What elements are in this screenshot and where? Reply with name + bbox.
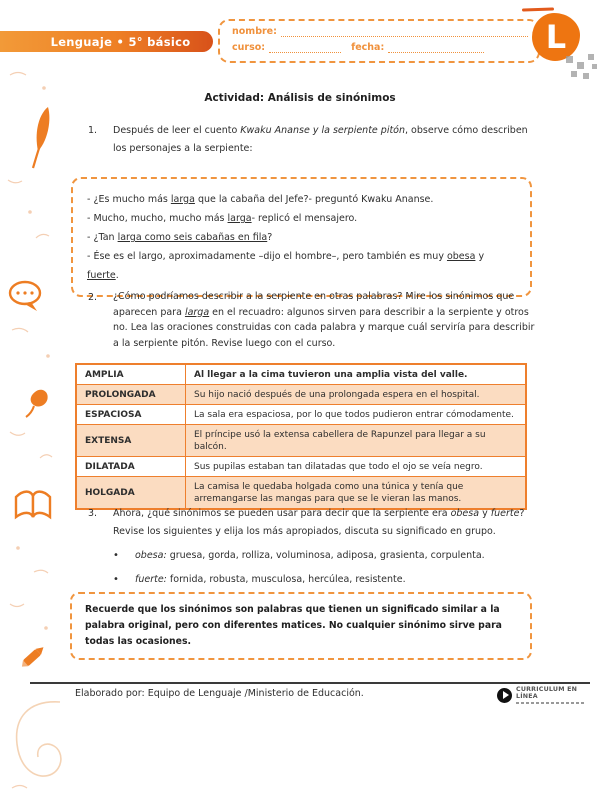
- spiral-doodle: [17, 702, 61, 776]
- course-fill-line: [269, 42, 341, 53]
- checker-decoration: [592, 64, 597, 69]
- student-info-box: [218, 19, 540, 63]
- margin-doodles: [0, 0, 70, 800]
- synonyms-table: [75, 363, 527, 510]
- dialogue-excerpt-box: [71, 177, 532, 297]
- synonym-sentence: Sus pupilas estaban tan dilatadas que todo el ojo se veía negro.: [186, 457, 527, 477]
- synonym-sentence: El príncipe usó la extensa cabellera de Rapunzel para llegar a su balcón.: [186, 425, 527, 457]
- synonym-word: DILATADA: [76, 457, 186, 477]
- synonym-word: AMPLIA: [76, 364, 186, 385]
- quill-icon: [33, 107, 49, 168]
- synonym-sentence: Su hijo nació después de una prolongada espera en el hospital.: [186, 385, 527, 405]
- name-fill-line: [281, 26, 528, 37]
- date-fill-line: [388, 42, 484, 53]
- question-3-number: 3.: [88, 508, 98, 519]
- question-2-text: ¿Cómo podríamos describir a la serpiente en otras palabras? Mire los sinónimos que aparecen para larga en el recuadro: algunos sirven para describir a la serpiente y otros no. Lea las oraciones construidas con cada palabra y marque cuál serviría para describir a la serpiente pitón. Revise luego con el curso.: [113, 291, 535, 349]
- question-2: [88, 289, 540, 351]
- speech-bubble-icon: [10, 282, 40, 311]
- activity-title: Actividad: Análisis de sinónimos: [204, 92, 396, 104]
- question-1-number: 1.: [88, 125, 98, 136]
- bullet-text: obesa: gruesa, gorda, rolliza, voluminosa, adiposa, grasienta, corpulenta.: [135, 550, 485, 561]
- logo-accent-dash: [522, 7, 554, 11]
- question-1-text: Después de leer el cuento Kwaku Ananse y la serpiente pitón, observe cómo describen los personajes a la serpiente:: [113, 125, 528, 154]
- bullet-text: fuerte: fornida, robusta, musculosa, hercúlea, resistente.: [135, 574, 406, 585]
- checker-decoration: [588, 54, 594, 60]
- bullet-icon: •: [113, 574, 119, 585]
- synonym-row: [76, 385, 526, 405]
- synonym-word: HOLGADA: [76, 477, 186, 510]
- dialogue-line: - Mucho, mucho, mucho más larga- replicó el mensajero.: [87, 213, 358, 224]
- synonym-row: [76, 405, 526, 425]
- dialogue-line: - ¿Es mucho más larga que la cabaña del Jefe?- preguntó Kwaku Ananse.: [87, 194, 434, 205]
- subject-band-label: Lenguaje • 5° básico: [50, 34, 191, 49]
- question-2-number: 2.: [88, 292, 98, 303]
- synonym-sentence: La sala era espaciosa, por lo que todos pudieron entrar cómodamente.: [186, 405, 527, 425]
- synonym-word: PROLONGADA: [76, 385, 186, 405]
- subject-band: [0, 31, 213, 52]
- speckles: [8, 73, 52, 789]
- synonym-row: [76, 364, 526, 385]
- footer-divider: [30, 682, 590, 684]
- synonym-row: [76, 457, 526, 477]
- bullet-item: [113, 571, 540, 589]
- bullet-icon: •: [113, 550, 119, 561]
- question-3: [88, 505, 540, 589]
- synonym-sentence: Al llegar a la cima tuvieron una amplia vista del valle.: [186, 364, 527, 385]
- language-logo: [532, 13, 580, 61]
- curriculum-logo-subline: [516, 702, 586, 704]
- checker-decoration: [571, 71, 577, 77]
- checker-decoration: [566, 56, 573, 63]
- reminder-text: Recuerde que los sinónimos son palabras que tienen un significado similar a la palabra original, pero con diferentes matices. No cualquier sinónimo sirve para todas las ocasiones.: [85, 604, 502, 647]
- question-1: [88, 122, 540, 158]
- synonym-sentence: La camisa le quedaba holgada como una túnica y tenía que arremangarse las mangas para que se le vieran las manos.: [186, 477, 527, 510]
- open-book-icon: [16, 492, 50, 517]
- pencil-icon: [19, 644, 46, 669]
- synonym-row: [76, 425, 526, 457]
- dialogue-line: - Ése es el largo, aproximadamente –dijo el hombre–, pero también es muy obesa y fuerte.: [87, 251, 485, 281]
- synonym-word: EXTENSA: [76, 425, 186, 457]
- ink-blot-icon: [26, 390, 48, 417]
- checker-decoration: [583, 73, 589, 79]
- synonym-word: ESPACIOSA: [76, 405, 186, 425]
- course-label: curso:: [232, 42, 266, 53]
- play-icon: [497, 688, 512, 703]
- reminder-box: [70, 592, 532, 660]
- curriculum-logo: [497, 686, 600, 704]
- checker-decoration: [577, 62, 584, 69]
- footer-credit: Elaborado por: Equipo de Lenguaje /Ministerio de Educación.: [75, 688, 364, 699]
- language-logo-letter: L: [545, 18, 567, 56]
- curriculum-logo-text: CURRICULUM EN LÍNEA: [516, 686, 578, 700]
- bullet-item: [113, 547, 540, 565]
- question-3-bullets: [113, 547, 540, 589]
- name-label: nombre:: [232, 26, 277, 37]
- question-3-text: Ahora, ¿qué sinónimos se pueden usar para decir que la serpiente era obesa y fuerte? Revise los siguientes y elija los más apropiados, discuta su significado en grupo.: [113, 508, 525, 537]
- date-label: fecha:: [351, 42, 385, 53]
- dialogue-line: - ¿Tan larga como seis cabañas en fila?: [87, 232, 273, 243]
